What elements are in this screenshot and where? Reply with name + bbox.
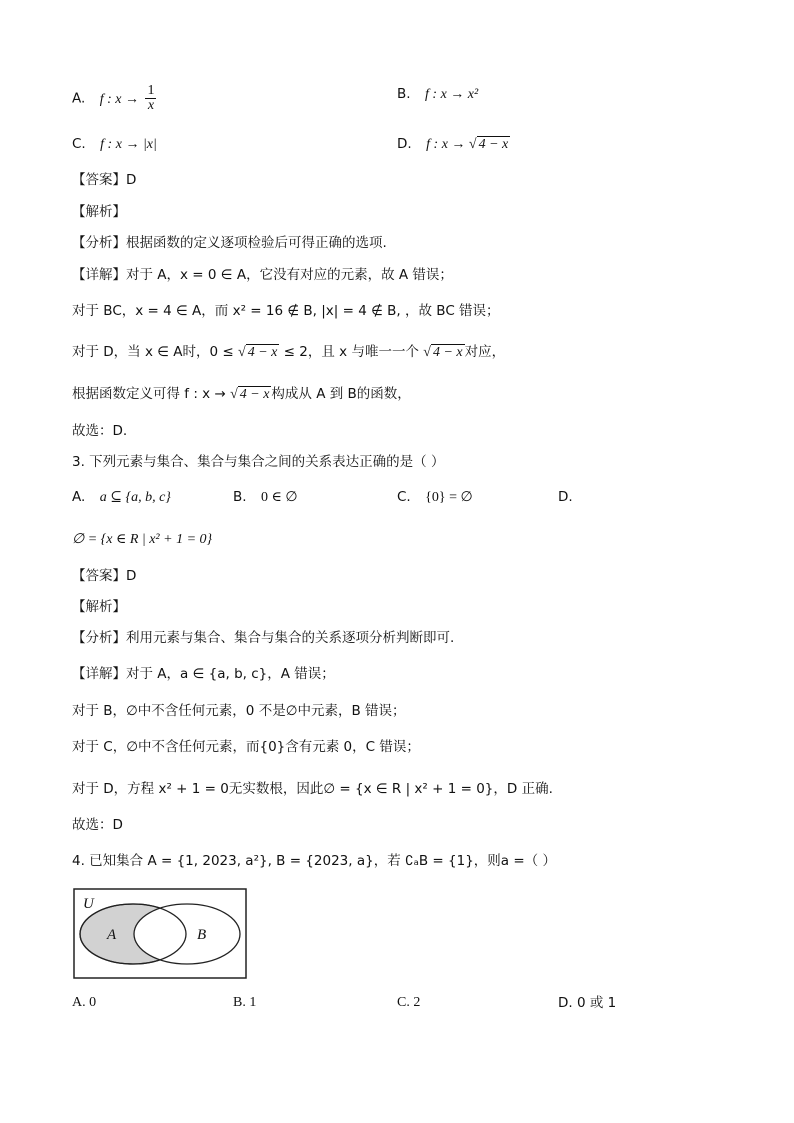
q4-option-c[interactable]: C. 2 (397, 995, 421, 1010)
q4-option-b[interactable]: B. 1 (233, 995, 257, 1010)
option-label: A. (72, 90, 86, 107)
option-expression: ∅ = {x ∈ R | x² + 1 = 0} (72, 532, 213, 547)
q3-detail-1: 【详解】对于 A，a ∈ {a, b, c}，A 错误； (72, 666, 335, 682)
q2-detail-4 (72, 384, 411, 405)
q2-analysis: 【分析】根据函数的定义逐项检验后可得正确的选项. (72, 235, 387, 251)
q3-detail-2: 对于 B，∅中不含任何元素，0 不是∅中元素，B 错误； (72, 703, 406, 719)
venn-diagram (73, 888, 249, 982)
q3-option-a[interactable] (72, 487, 171, 508)
option-label: A. (72, 489, 86, 505)
q2-conclusion: 故选：D. (72, 423, 128, 439)
radicand: 4 − x (247, 345, 278, 360)
option-label: B. (233, 489, 247, 505)
q2-analysis-header: 【解析】 (72, 204, 126, 220)
option-expression: {0} = ∅ (425, 490, 473, 505)
q4-stem: 4. 已知集合 A = {1, 2023, a²}, B = {2023, a}，若 ∁ₐB = {1}，则a =（ ） (72, 853, 556, 869)
q2-detail-3 (72, 342, 505, 363)
q2-option-a[interactable] (72, 84, 156, 113)
text: 对于 D，当 x ∈ A时，0 ≤ (72, 344, 239, 360)
q2-option-b[interactable] (397, 84, 478, 105)
option-label: B. (397, 86, 411, 102)
q3-stem: 3. 下列元素与集合、集合与集合之间的关系表达正确的是（ ） (72, 454, 445, 470)
q3-detail-3: 对于 C，∅中不含任何元素，而{0}含有元素 0，C 错误； (72, 739, 420, 755)
q2-detail-2: 对于 BC，x = 4 ∈ A，而 x² = 16 ∉ B, |x| = 4 ∉ B, ，故 BC 错误； (72, 303, 500, 319)
option-expression: f : x → |x| (100, 137, 157, 152)
q3-answer: 【答案】D (72, 568, 137, 584)
venn-label-b: B (197, 927, 207, 943)
option-label: D. (397, 136, 412, 152)
option-expression: f : x → √ (426, 137, 477, 152)
option-expression: f : x → x² (425, 87, 479, 102)
text: 根据函数定义可得 f : x → (72, 386, 231, 402)
option-label: D. (558, 489, 573, 505)
q3-detail-4: 对于 D，方程 x² + 1 = 0无实数根，因此∅ = {x ∈ R | x² + 1 = 0}，D 正确. (72, 781, 553, 797)
q3-analysis-header: 【解析】 (72, 599, 126, 615)
q3-option-d-expression (72, 529, 212, 550)
fraction-denominator: x (147, 98, 155, 113)
option-label: C. (397, 489, 411, 505)
q3-option-c[interactable] (397, 487, 473, 508)
sqrt-sign: √ (423, 345, 431, 360)
q3-option-b[interactable] (233, 487, 298, 508)
radicand: 4 − x (432, 345, 463, 360)
option-expression: 0 ∈ ∅ (261, 490, 298, 505)
q4-option-d[interactable]: D. 0 或 1 (558, 995, 617, 1011)
radicand: 4 − x (239, 387, 270, 402)
option-expression: f : x → (99, 91, 140, 107)
q3-analysis: 【分析】利用元素与集合、集合与集合的关系逐项分析判断即可. (72, 630, 455, 646)
radicand: 4 − x (478, 137, 509, 152)
option-expression: a ⊆ {a, b, c} (99, 490, 171, 505)
venn-label-a: A (107, 927, 117, 943)
option-label: C. (72, 136, 86, 152)
text: ≤ 2，且 x 与唯一一个 (279, 344, 424, 360)
fraction-numerator: 1 (147, 83, 155, 98)
q2-option-c[interactable] (72, 134, 157, 155)
q2-detail-1: 【详解】对于 A，x = 0 ∈ A，它没有对应的元素，故 A 错误； (72, 267, 453, 283)
q4-option-a[interactable]: A. 0 (72, 995, 97, 1010)
q2-option-d[interactable] (397, 134, 510, 155)
fraction (145, 84, 156, 113)
q2-answer: 【答案】D (72, 172, 137, 188)
sqrt-sign: √ (238, 345, 246, 360)
venn-label-u: U (83, 896, 94, 912)
sqrt-sign: √ (230, 387, 238, 402)
q3-conclusion: 故选：D (72, 817, 123, 833)
q3-option-d[interactable] (558, 487, 573, 507)
text: 构成从 A 到 B的函数， (271, 386, 411, 402)
text: 对应， (464, 344, 506, 360)
